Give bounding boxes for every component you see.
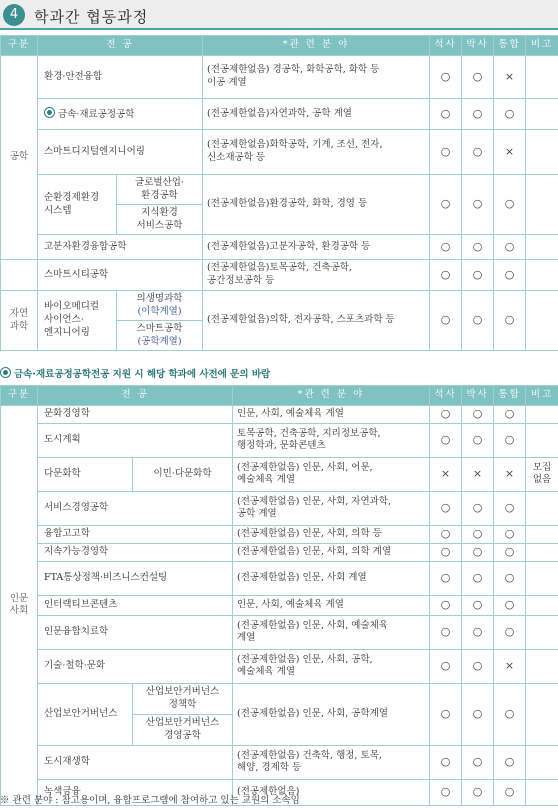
table-header-row [1,386,558,406]
field-cell: (전공제한없음)자연과학, 공학 계열 [203,99,430,130]
bullet-circle-icon [44,107,55,118]
sub-major-cell: 이민·다문화학 [133,457,233,491]
masters-mark: × [430,457,462,491]
sub-major-label: 의생명과학 [136,292,183,304]
table-row [1,543,558,561]
table-header-row [1,36,558,56]
note-cell [526,406,558,424]
note-cell [526,683,558,745]
table-row [1,423,558,457]
field-cell: 토목공학, 건축공학, 지리정보공학, 행정학과, 문화콘텐츠 [233,423,430,457]
note-cell [526,235,558,260]
masters-mark: ○ [430,235,462,260]
field-cell: (전공제한없음) 인문, 사회, 어문, 예술체육 계열 [233,457,430,491]
phd-mark: ○ [462,406,494,424]
phd-mark: ○ [462,260,494,291]
note-cell [526,779,558,805]
header-major: 전 공 [38,386,233,406]
masters-mark: ○ [430,683,462,745]
table-row [1,615,558,649]
integrated-mark: × [494,56,526,99]
masters-mark: ○ [430,525,462,543]
note-cell: 모집 없음 [526,457,558,491]
field-cell: (전공제한없음) 인문, 사회, 자연과학, 공학 계열 [233,491,430,525]
field-cell: 인문, 사회, 예술체육 계열 [233,406,430,424]
field-cell: (전공제한없음) 인문, 사회, 공학, 예술체육 계열 [233,649,430,683]
integrated-mark: ○ [494,525,526,543]
masters-mark: ○ [430,260,462,291]
header-note: 비고 [526,386,558,406]
major-cell: 융합고고학 [38,525,233,543]
field-cell: 인문, 사회, 예술체육 계열 [233,595,430,615]
note-cell [526,525,558,543]
header-integrated: 통합 [494,386,526,406]
major-cell: FTA통상정책·비즈니스컨설팅 [38,561,233,595]
phd-mark: ○ [462,561,494,595]
sub-major-cell: 지식환경 서비스공학 [117,205,203,235]
category-cell: 자연 과학 [1,291,38,351]
note-cell [526,175,558,235]
note-cell [526,260,558,291]
category-cell: 인문 사회 [1,406,38,806]
masters-mark: ○ [430,779,462,805]
notice-text [0,366,270,380]
section-title-bar [0,0,558,30]
note-cell [526,56,558,99]
masters-mark: ○ [430,491,462,525]
note-cell [526,595,558,615]
header-phd: 박사 [462,36,494,56]
major-cell: 스마트시티공학 [38,260,203,291]
field-cell: (전공제한없음)의학, 전자공학, 스포츠과학 등 [203,291,430,351]
header-integrated: 통합 [494,36,526,56]
category-cell: 공학 [1,56,38,260]
table-row [1,175,558,205]
section-number-badge: 4 [3,4,25,26]
major-cell: 인터랙티브콘텐츠 [38,595,233,615]
major-cell: 바이오메디컬 사이언스· 엔지니어링 [38,291,117,351]
phd-mark: ○ [462,779,494,805]
phd-mark: ○ [462,745,494,779]
major-cell: 녹색금융 [38,779,233,805]
header-masters: 석사 [430,36,462,56]
phd-mark: ○ [462,543,494,561]
field-cell: (전공제한없음) 건축학, 행정, 토목, 해양, 경제학 등 [233,745,430,779]
field-cell: (전공제한없음) [233,779,430,805]
bullet-circle-icon [0,367,11,378]
field-cell: (전공제한없음) 인문, 사회, 의학 등 [233,525,430,543]
engineering-programs-table [0,35,558,351]
table-row [1,649,558,683]
field-cell: (전공제한없음)환경공학, 화학, 경영 등 [203,175,430,235]
integrated-mark: ○ [494,779,526,805]
major-cell: 도시계획 [38,423,233,457]
major-cell: 순환경제환경 시스템 [38,175,117,235]
integrated-mark: ○ [494,491,526,525]
major-cell: 지속가능경영학 [38,543,233,561]
sub-major-cell: 산업보안거버넌스 경영공학 [133,714,233,745]
major-cell: 고분자환경융합공학 [38,235,203,260]
note-cell [526,561,558,595]
major-cell: 도시재생학 [38,745,233,779]
table-row [1,99,558,130]
integrated-mark: ○ [494,406,526,424]
masters-mark: ○ [430,291,462,351]
field-cell: (전공제한없음) 인문, 사회 계열 [233,561,430,595]
phd-mark: ○ [462,56,494,99]
header-category: 구분 [1,36,38,56]
header-major: 전 공 [38,36,203,56]
major-cell: 환경·안전융합 [38,56,203,99]
major-cell: 서비스경영공학 [38,491,233,525]
note-cell [526,491,558,525]
note-cell [526,615,558,649]
integrated-mark: ○ [494,423,526,457]
table-row [1,595,558,615]
sub-major-cell: 산업보안거버넌스 정책학 [133,683,233,714]
phd-mark: ○ [462,615,494,649]
table-row [1,130,558,175]
header-category: 구분 [1,386,38,406]
major-cell: 다문화학 [38,457,133,491]
humanities-programs-table [0,385,558,806]
header-field: *관 련 분 야 [233,386,430,406]
field-cell: (전공제한없음) 경공학, 화학공학, 화학 등 이공 계열 [203,56,430,99]
table-row [1,683,558,714]
integrated-mark: ○ [494,615,526,649]
phd-mark: ○ [462,291,494,351]
phd-mark: ○ [462,491,494,525]
table-row [1,491,558,525]
note-cell [526,130,558,175]
masters-mark: ○ [430,130,462,175]
note-cell [526,745,558,779]
masters-mark: ○ [430,543,462,561]
integrated-mark: ○ [494,175,526,235]
integrated-mark: ○ [494,99,526,130]
masters-mark: ○ [430,175,462,235]
table-row [1,561,558,595]
header-note: 비고 [526,36,558,56]
integrated-mark: × [494,130,526,175]
field-cell: (전공제한없음)화학공학, 기계, 조선, 전자, 신소재공학 등 [203,130,430,175]
integrated-mark: ○ [494,745,526,779]
table-row [1,525,558,543]
note-cell [526,291,558,351]
integrated-mark: ○ [494,595,526,615]
major-cell: 기술·철학·문화 [38,649,233,683]
header-field: *관 련 분 야 [203,36,430,56]
note-cell [526,543,558,561]
table-row [1,235,558,260]
integrated-mark: ○ [494,260,526,291]
integrated-mark: ○ [494,543,526,561]
phd-mark: ○ [462,99,494,130]
phd-mark: ○ [462,130,494,175]
phd-mark: × [462,457,494,491]
table-row [1,56,558,99]
integrated-mark: ○ [494,235,526,260]
footnote: ※ 관련 분야 : 참고용이며, 융합프로그램에 참여하고 있는 교원의 소속임 [0,795,300,806]
masters-mark: ○ [430,99,462,130]
field-cell: (전공제한없음) 인문, 사회, 공학계열 [233,683,430,745]
sub-major-cell [117,321,203,351]
masters-mark: ○ [430,615,462,649]
note-cell [526,649,558,683]
phd-mark: ○ [462,683,494,745]
integrated-mark: × [494,457,526,491]
major-cell [38,99,203,130]
masters-mark: ○ [430,56,462,99]
integrated-mark: ○ [494,291,526,351]
major-cell: 산업보안거버넌스 [38,683,133,745]
integrated-mark: × [494,649,526,683]
phd-mark: ○ [462,525,494,543]
notice-label: 금속·재료공정공학전공 지원 시 해당 학과에 사전에 문의 바람 [14,369,271,380]
major-cell: 스마트디지털엔지니어링 [38,130,203,175]
masters-mark: ○ [430,423,462,457]
masters-mark: ○ [430,561,462,595]
table-row [1,291,558,321]
masters-mark: ○ [430,406,462,424]
phd-mark: ○ [462,649,494,683]
field-cell: (전공제한없음)토목공학, 건축공학, 공간정보공학 등 [203,260,430,291]
field-cell: (전공제한없음)고분자공학, 환경공학 등 [203,235,430,260]
field-cell: (전공제한없음) 인문, 사회, 의학 계열 [233,543,430,561]
table-row [1,406,558,424]
phd-mark: ○ [462,595,494,615]
sub-major-cell: 글로벌산업· 환경공학 [117,175,203,205]
major-cell: 인문융합치료학 [38,615,233,649]
masters-mark: ○ [430,595,462,615]
note-cell [526,99,558,130]
sub-major-cell [117,291,203,321]
field-cell: (전공제한없음) 인문, 사회, 예술체육 계열 [233,615,430,649]
sub-major-track: (이학계열) [137,305,182,317]
table-row [1,260,558,291]
sub-major-track: (공학계열) [137,335,182,347]
section-title: 학과간 협동과정 [34,8,149,26]
table-row [1,745,558,779]
integrated-mark: ○ [494,561,526,595]
phd-mark: ○ [462,175,494,235]
note-cell [526,423,558,457]
integrated-mark: ○ [494,683,526,745]
table-row [1,457,558,491]
major-label: 금속·재료공정공학 [58,108,135,120]
masters-mark: ○ [430,745,462,779]
sub-major-label: 스마트공학 [136,322,183,334]
header-phd: 박사 [462,386,494,406]
major-cell: 문화경영학 [38,406,233,424]
phd-mark: ○ [462,423,494,457]
phd-mark: ○ [462,235,494,260]
header-masters: 석사 [430,386,462,406]
masters-mark: ○ [430,649,462,683]
